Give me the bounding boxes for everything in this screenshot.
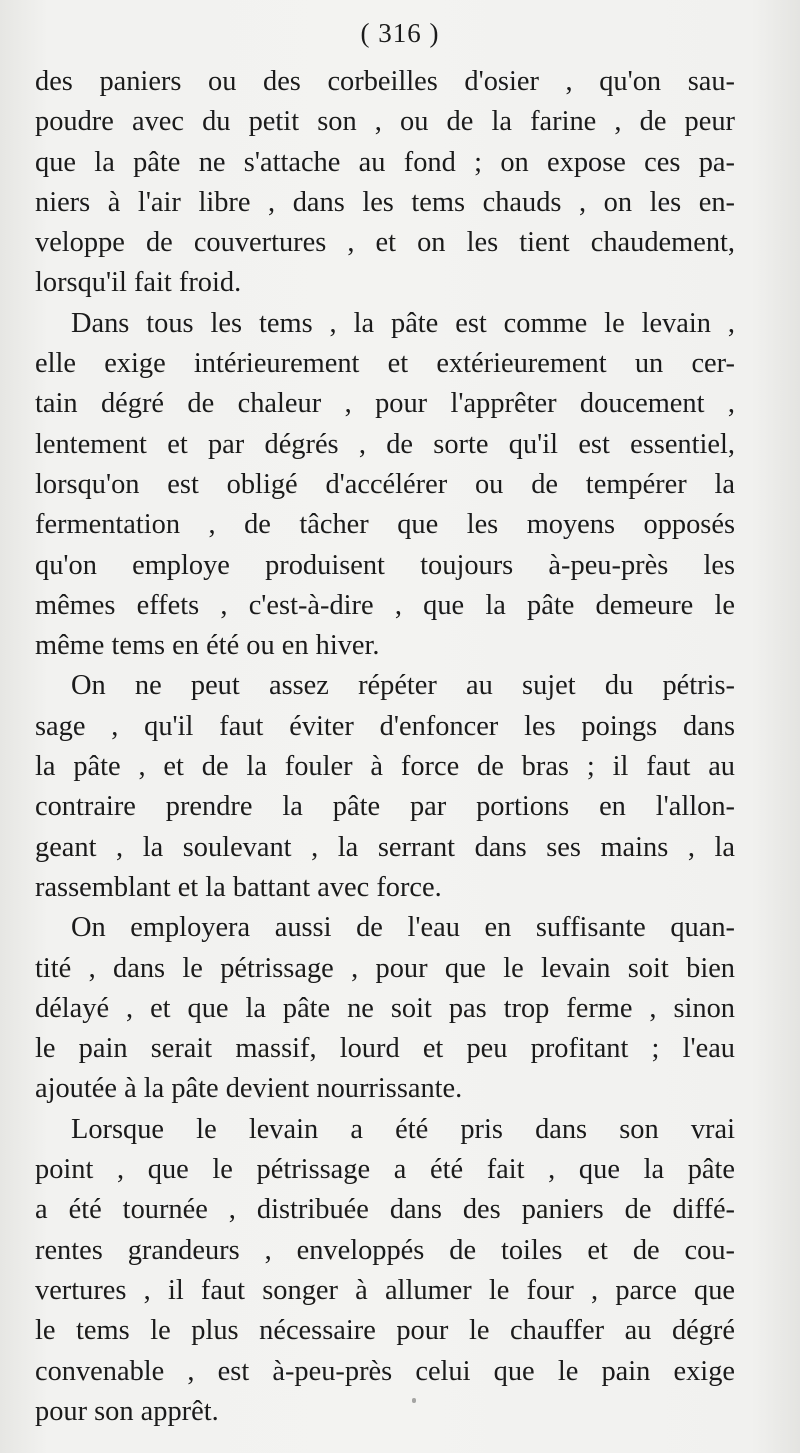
text-line: convenable , est à-peu-près celui que le pain exige	[35, 1355, 735, 1387]
ink-speck	[412, 1398, 416, 1403]
paragraph	[35, 1110, 735, 1432]
text-line: lorsqu'il fait froid.	[35, 267, 242, 299]
paragraph	[35, 666, 735, 908]
body-text	[35, 62, 735, 1432]
text-line: rassemblant et la battant avec force.	[35, 871, 442, 903]
text-line: le tems le plus nécessaire pour le chauffer au dégré	[35, 1315, 735, 1347]
text-line: vertures , il faut songer à allumer le four , parce que	[35, 1274, 735, 1306]
text-line: On ne peut assez répéter au sujet du pétris-	[71, 670, 735, 702]
text-line: des paniers ou des corbeilles d'osier , qu'on sau-	[35, 66, 735, 97]
text-line: rentes grandeurs , enveloppés de toiles et de cou-	[35, 1234, 735, 1266]
text-line: tain dégré de chaleur , pour l'apprêter doucement ,	[35, 388, 735, 420]
paragraph	[35, 908, 735, 1109]
text-line: geant , la soulevant , la serrant dans ses mains , la	[35, 831, 735, 863]
text-line: ajoutée à la pâte devient nourrissante.	[35, 1073, 463, 1105]
text-line: On employera aussi de l'eau en suffisante quan-	[71, 912, 735, 944]
text-line: contraire prendre la pâte par portions en l'allon-	[35, 791, 735, 823]
text-line: poudre avec du petit son , ou de la farine , de peur	[35, 106, 735, 138]
text-line: fermentation , de tâcher que les moyens opposés	[35, 509, 735, 541]
text-line: veloppe de couvertures , et on les tient chaudement,	[35, 227, 735, 259]
text-line: même tems en été ou en hiver.	[35, 630, 380, 662]
paragraph	[35, 62, 735, 304]
text-line: le pain serait massif, lourd et peu profitant ; l'eau	[35, 1033, 735, 1065]
text-line: sage , qu'il faut éviter d'enfoncer les poings dans	[35, 710, 735, 742]
text-line: que la pâte ne s'attache au fond ; on expose ces pa-	[35, 146, 735, 178]
text-line: niers à l'air libre , dans les tems chauds , on les en-	[35, 186, 735, 218]
text-line: la pâte , et de la fouler à force de bras ; il faut au	[35, 751, 735, 783]
text-line: Dans tous les tems , la pâte est comme le levain ,	[71, 307, 735, 339]
page-number: ( 316 )	[360, 18, 440, 48]
text-line: a été tournée , distribuée dans des paniers de diffé-	[35, 1194, 735, 1226]
text-line: elle exige intérieurement et extérieurement un cer-	[35, 348, 735, 380]
paragraph	[35, 304, 735, 667]
text-line: qu'on employe produisent toujours à-peu-près les	[35, 549, 735, 581]
text-line: tité , dans le pétrissage , pour que le levain soit bien	[35, 952, 735, 984]
text-line: Lorsque le levain a été pris dans son vrai	[71, 1113, 735, 1145]
text-line: point , que le pétrissage a été fait , que la pâte	[35, 1154, 735, 1186]
text-line: pour son apprêt.	[35, 1395, 219, 1427]
text-line: mêmes effets , c'est-à-dire , que la pâte demeure le	[35, 589, 735, 621]
text-line: lentement et par dégrés , de sorte qu'il est essentiel,	[35, 428, 735, 460]
text-line: lorsqu'on est obligé d'accélérer ou de tempérer la	[35, 468, 735, 500]
text-line: délayé , et que la pâte ne soit pas trop ferme , sinon	[35, 992, 735, 1024]
